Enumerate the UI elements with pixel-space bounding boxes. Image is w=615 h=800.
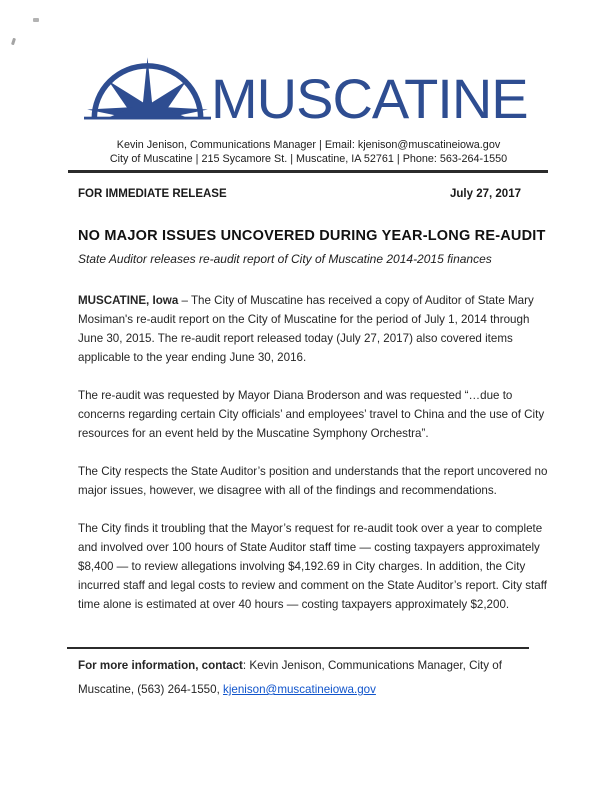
subheadline: State Auditor releases re-audit report of City of Muscatine 2014-2015 finances bbox=[78, 252, 492, 266]
paragraph-2 bbox=[78, 386, 551, 443]
paragraph-2-text: The re-audit was requested by Mayor Diana Broderson and was requested “…due to concerns regarding certain City officials’ and employees’ travel to China and the use of City resources for an event held by the Muscatine Symphony Orchestra”. bbox=[78, 389, 545, 440]
paragraph-3 bbox=[78, 462, 551, 500]
headline: NO MAJOR ISSUES UNCOVERED DURING YEAR-LONG RE-AUDIT bbox=[78, 228, 546, 244]
release-date: July 27, 2017 bbox=[450, 188, 521, 200]
paragraph-1-text: – The City of Muscatine has received a copy of Auditor of State Mary Mosiman's re-audit report on the City of Muscatine for the period of July 1, 2014 through June 30, 2015. The re-audit report released today (July 27, 2017) also covered items applicable to the year ending June 30, 2016. bbox=[78, 294, 534, 364]
city-logo-icon bbox=[84, 57, 211, 124]
paragraph-1 bbox=[78, 291, 551, 367]
release-row bbox=[78, 188, 521, 200]
footer-text: : Kevin Jenison, Communications Manager, City of Muscatine, (563) 264-1550, bbox=[78, 659, 502, 696]
footer-contact bbox=[78, 654, 551, 702]
scan-artifact bbox=[33, 18, 39, 22]
footer-lead: For more information, contact bbox=[78, 659, 243, 672]
contact-line-2: City of Muscatine | 215 Sycamore St. | Muscatine, IA 52761 | Phone: 563-264-1550 bbox=[109, 153, 508, 165]
contact-line-1: Kevin Jenison, Communications Manager | Email: kjenison@muscatineiowa.gov bbox=[116, 139, 501, 151]
release-label: FOR IMMEDIATE RELEASE bbox=[78, 188, 227, 200]
body-copy bbox=[78, 291, 551, 633]
scan-artifact bbox=[11, 38, 16, 46]
paragraph-1-lead: MUSCATINE, Iowa bbox=[78, 294, 179, 307]
paragraph-4 bbox=[78, 519, 551, 614]
header-divider bbox=[68, 170, 548, 173]
paragraph-3-text: The City respects the State Auditor’s position and understands that the report uncovered no major issues, however, we disagree with all of the findings and recommendations. bbox=[78, 465, 548, 497]
footer-divider bbox=[67, 647, 529, 649]
email-link[interactable]: kjenison@muscatineiowa.gov bbox=[223, 683, 376, 696]
city-wordmark: MUSCATINE bbox=[211, 67, 528, 130]
paragraph-4-text: The City finds it troubling that the Mayor’s request for re-audit took over a year to complete and involved over 100 hours of State Auditor staff time — costing taxpayers approximately $8,400 — to review allegations involving $4,192.69 in City charges. In addition, the City incurred staff and legal costs to review and comment on the State Auditor’s report. City staff time alone is estimated at over 40 hours — costing taxpayers approximately $2,200. bbox=[78, 522, 547, 611]
